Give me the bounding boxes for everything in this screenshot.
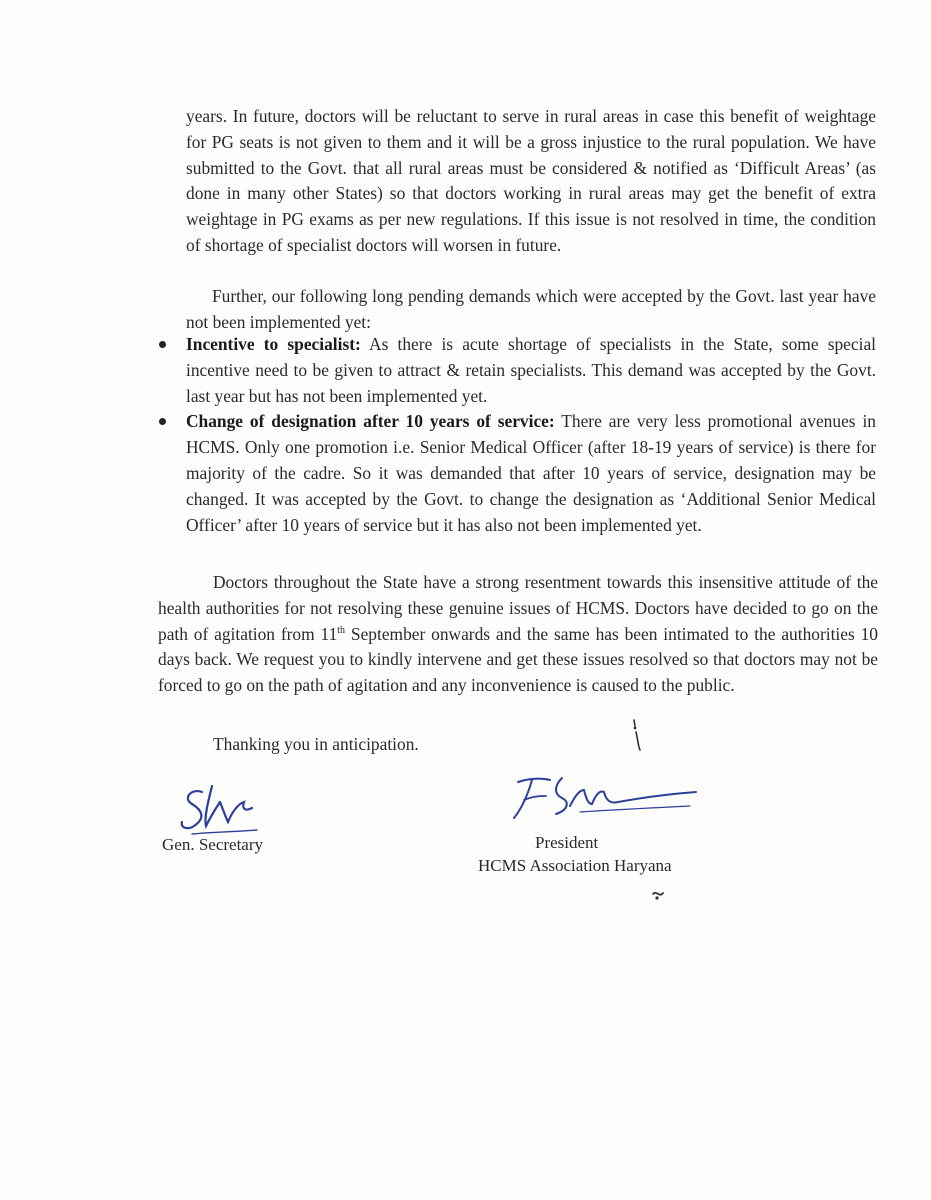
demands-list — [186, 332, 876, 538]
list-item-text: As there is acute shortage of specialists in the State, some special incentive need to be given to attract & retain specialists. This demand was accepted by the Govt. last year but has not been implemented yet. — [186, 334, 876, 406]
agitation-text-start: Doctors throughout the State have a strong resentment towards this insensitive attitude of the health authorities for not resolving these genuine issues of HCMS. Doctors have decided to go on the path of agitation from 11 — [158, 572, 878, 644]
bullet-icon — [159, 418, 166, 425]
agitation-text-end: September onwards and the same has been intimated to the authorities 10 days back. We request you to kindly intervene and get these issues resolved so that doctors may not be forced to go on the path of agitation and any inconvenience is caused to the public. — [158, 623, 878, 696]
closing-line: Thanking you in anticipation. — [213, 734, 419, 754]
list-item-heading: Change of designation after 10 years of service: — [186, 411, 555, 432]
gen-secretary-title: Gen. Secretary — [162, 835, 264, 854]
list-item-designation — [186, 409, 876, 538]
ordinal-suffix: th — [337, 624, 346, 636]
ink-mark — [650, 888, 666, 902]
paragraph-rural-weightage: years. In future, doctors will be reluctant to serve in rural areas in case this benefit of weightage for PG seats is not given to them and it will be a gross injustice to the rural population. We have submitted to the Govt. that all rural areas must be considered & notified as ‘Difficult Areas’ (as done in many other States) so that doctors working in rural areas may get the benefit of extra weightage in PG exams as per new regulations. If this issue is not resolved in time, the condition of shortage of specialist doctors will worsen in future. — [186, 106, 876, 255]
paragraph-agitation — [158, 570, 878, 699]
list-item-heading: Incentive to specialist: — [186, 334, 361, 354]
paragraph-pending-demands: Further, our following long pending demands which were accepted by the Govt. last year have not been implemented yet: — [186, 286, 876, 332]
president-signature — [510, 770, 700, 825]
bullet-icon — [159, 341, 166, 348]
president-title: President — [535, 833, 599, 852]
list-item-text: There are very less promotional avenues in HCMS. Only one promotion i.e. Senior Medical Officer (after 18-19 years of service) is there for majority of the cadre. So it was demanded that after 10 years of service, designation may be changed. It was accepted by the Govt. to change the designation as ‘Additional Senior Medical Officer’ after 10 years of service but it has also not been implemented yet. — [186, 411, 876, 535]
association-name: HCMS Association Haryana — [478, 856, 672, 875]
ink-mark — [626, 718, 648, 754]
list-item-incentive — [186, 332, 876, 409]
